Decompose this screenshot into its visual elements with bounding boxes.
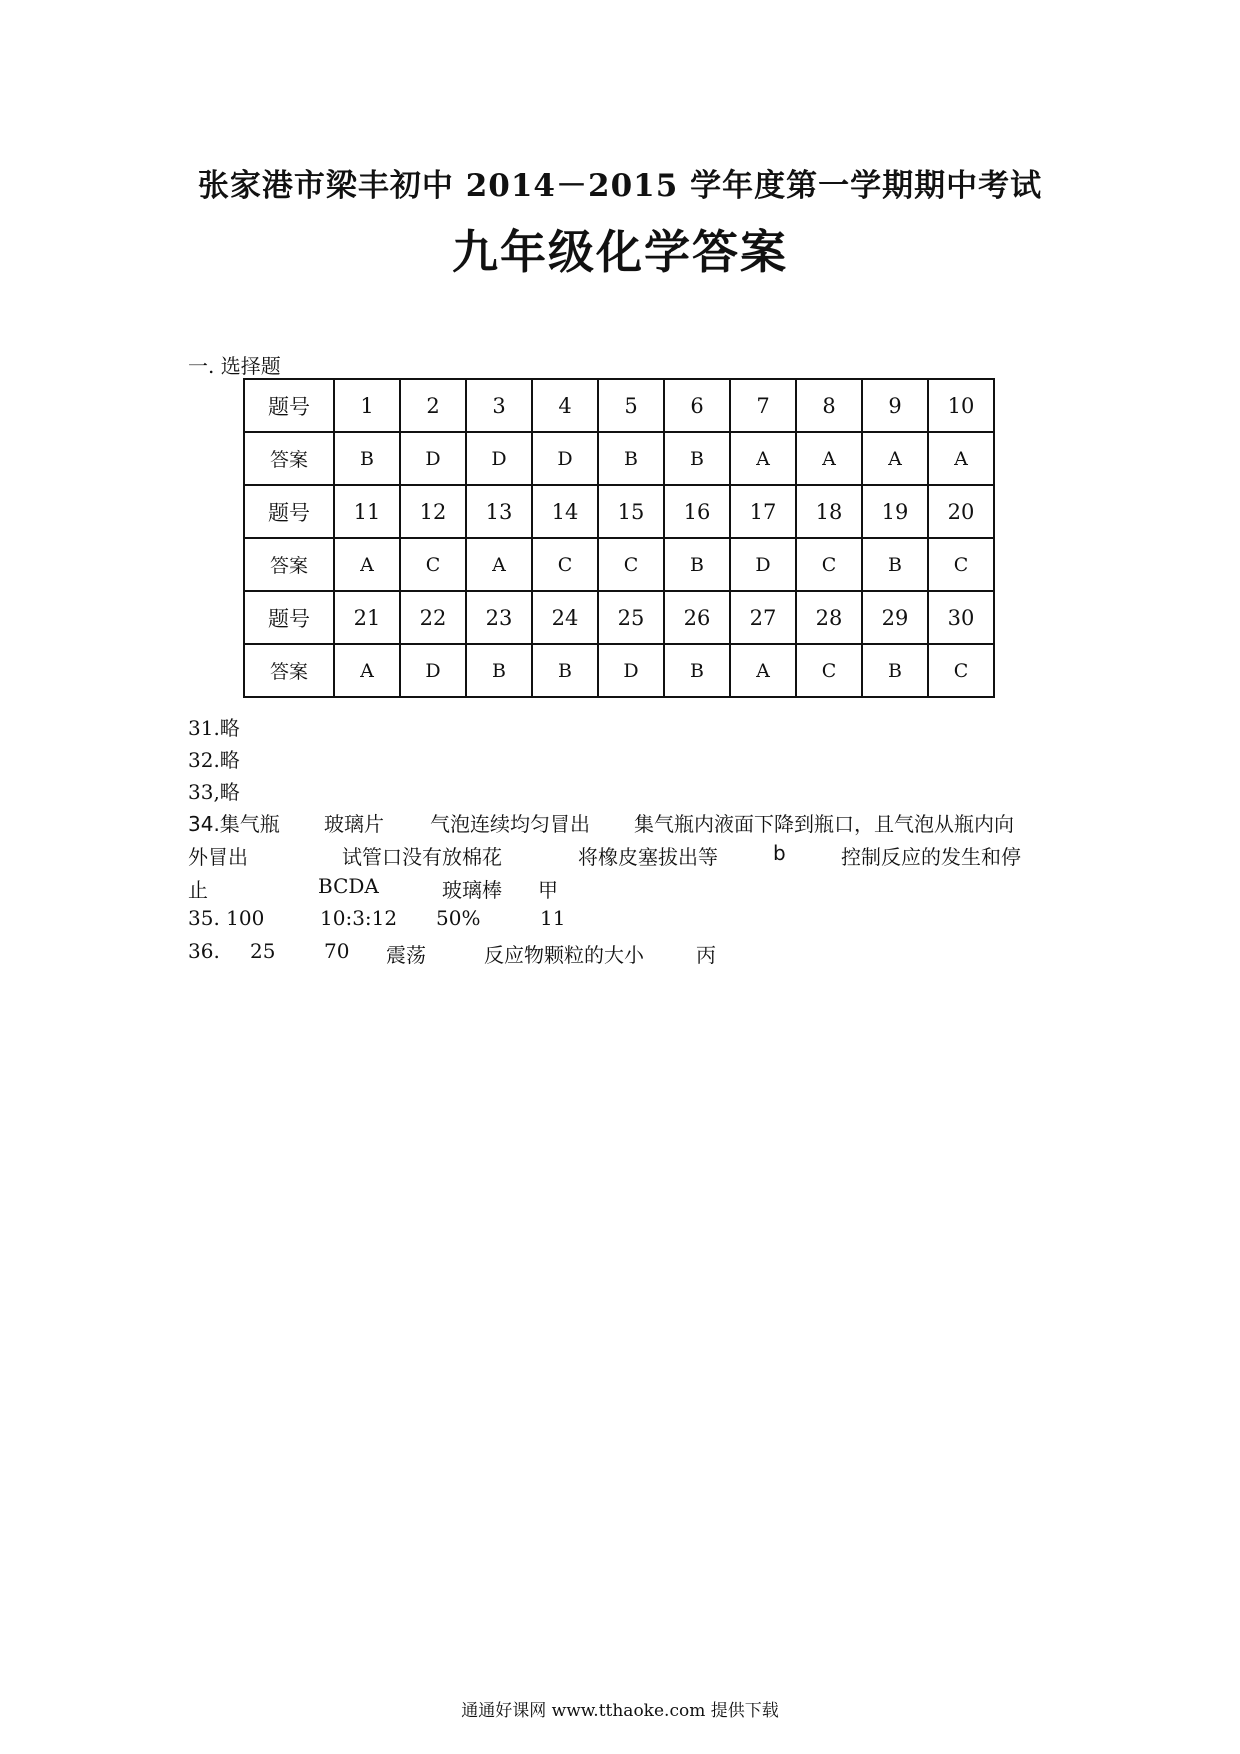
answer-cell: C: [796, 538, 862, 591]
answer-34-part: 玻璃片: [324, 812, 384, 836]
question-number: 23: [466, 591, 532, 644]
question-number: 4: [532, 379, 598, 432]
row-label-question-number: 题号: [244, 591, 334, 644]
answer-34-part: 玻璃棒: [442, 878, 502, 902]
answer-cell: A: [730, 432, 796, 485]
answer-cell: A: [334, 538, 400, 591]
answer-cell: A: [928, 432, 994, 485]
answer-34-part: 集气瓶内液面下降到瓶口，且气泡从瓶内向: [634, 812, 1014, 836]
page-footer: 通通好课网 www.tthaoke.com 提供下载: [461, 1701, 779, 1721]
answer-cell: B: [862, 538, 928, 591]
question-number: 3: [466, 379, 532, 432]
answer-34-part: 甲: [538, 878, 558, 902]
question-number: 7: [730, 379, 796, 432]
question-number: 18: [796, 485, 862, 538]
question-number: 21: [334, 591, 400, 644]
answer-33: 33,略: [188, 780, 240, 804]
answer-34-part: 止: [188, 878, 208, 902]
question-number: 17: [730, 485, 796, 538]
row-label-answer: 答案: [244, 538, 334, 591]
question-number: 13: [466, 485, 532, 538]
answer-34-line-3: [188, 874, 1048, 900]
question-number: 8: [796, 379, 862, 432]
answer-cell: C: [598, 538, 664, 591]
answer-cell: D: [466, 432, 532, 485]
answer-cell: A: [796, 432, 862, 485]
answer-35-part: 10:3:12: [320, 906, 398, 930]
question-number: 10: [928, 379, 994, 432]
answer-36-part: 震荡: [386, 943, 426, 967]
answer-35-part: 11: [540, 906, 566, 930]
question-number: 1: [334, 379, 400, 432]
exam-title: 张家港市梁丰初中 2014－2015 学年度第一学期期中考试: [197, 168, 1043, 204]
answer-34-part: 外冒出: [188, 845, 248, 869]
answer-cell: B: [598, 432, 664, 485]
answer-34-line-2: [188, 841, 1048, 867]
answer-cell: B: [664, 432, 730, 485]
answer-cell: B: [532, 644, 598, 697]
question-number: 27: [730, 591, 796, 644]
answer-cell: B: [664, 644, 730, 697]
answer-cell: D: [598, 644, 664, 697]
answer-36-part: 70: [324, 939, 350, 963]
table-row-numbers: [244, 485, 994, 538]
answer-table: [243, 378, 995, 698]
answer-36: [188, 939, 1048, 965]
row-label-question-number: 题号: [244, 485, 334, 538]
answer-34-part: 控制反应的发生和停: [841, 845, 1021, 869]
table-row-answers: [244, 538, 994, 591]
question-number: 14: [532, 485, 598, 538]
question-number: 29: [862, 591, 928, 644]
question-number: 25: [598, 591, 664, 644]
question-number: 19: [862, 485, 928, 538]
answer-36-part: 36.: [188, 939, 220, 963]
table-row-answers: [244, 432, 994, 485]
answer-cell: A: [466, 538, 532, 591]
answer-35-part: 35. 100: [188, 906, 265, 930]
answer-cell: C: [928, 538, 994, 591]
answer-cell: D: [532, 432, 598, 485]
question-number: 12: [400, 485, 466, 538]
answer-cell: A: [334, 644, 400, 697]
answer-34-part: 试管口没有放棉花: [342, 845, 502, 869]
answer-cell: D: [400, 644, 466, 697]
question-number: 30: [928, 591, 994, 644]
question-number: 6: [664, 379, 730, 432]
row-label-question-number: 题号: [244, 379, 334, 432]
answer-cell: B: [862, 644, 928, 697]
answer-cell: B: [334, 432, 400, 485]
section-multiple-choice-label: 一. 选择题: [188, 354, 281, 378]
row-label-answer: 答案: [244, 644, 334, 697]
answer-cell: B: [466, 644, 532, 697]
answer-36-part: 25: [250, 939, 276, 963]
table-row-numbers: [244, 591, 994, 644]
answer-cell: C: [928, 644, 994, 697]
table-row-answers: [244, 644, 994, 697]
answer-34-part: 34.集气瓶: [188, 812, 280, 836]
answer-cell: D: [400, 432, 466, 485]
row-label-answer: 答案: [244, 432, 334, 485]
answer-key-title: 九年级化学答案: [452, 225, 788, 279]
answer-cell: A: [862, 432, 928, 485]
answer-35: [188, 906, 1048, 932]
answer-32: 32.略: [188, 748, 240, 772]
answer-cell: C: [796, 644, 862, 697]
answer-36-part: 反应物颗粒的大小: [484, 943, 644, 967]
answer-35-part: 50%: [436, 906, 481, 930]
question-number: 22: [400, 591, 466, 644]
answer-34-part: 将橡皮塞拔出等: [578, 845, 718, 869]
question-number: 16: [664, 485, 730, 538]
answer-cell: B: [664, 538, 730, 591]
question-number: 20: [928, 485, 994, 538]
answer-31: 31.略: [188, 716, 240, 740]
answer-cell: D: [730, 538, 796, 591]
answer-34-part: b: [773, 841, 786, 865]
answer-34-line-1: [188, 808, 1048, 834]
answer-cell: C: [400, 538, 466, 591]
answer-cell: A: [730, 644, 796, 697]
answer-cell: C: [532, 538, 598, 591]
question-number: 24: [532, 591, 598, 644]
answer-34-part: 气泡连续均匀冒出: [430, 812, 590, 836]
question-number: 15: [598, 485, 664, 538]
question-number: 26: [664, 591, 730, 644]
answer-34-part: BCDA: [318, 874, 379, 898]
question-number: 2: [400, 379, 466, 432]
question-number: 9: [862, 379, 928, 432]
table-row-numbers: [244, 379, 994, 432]
answer-36-part: 丙: [696, 943, 716, 967]
question-number: 11: [334, 485, 400, 538]
question-number: 28: [796, 591, 862, 644]
question-number: 5: [598, 379, 664, 432]
